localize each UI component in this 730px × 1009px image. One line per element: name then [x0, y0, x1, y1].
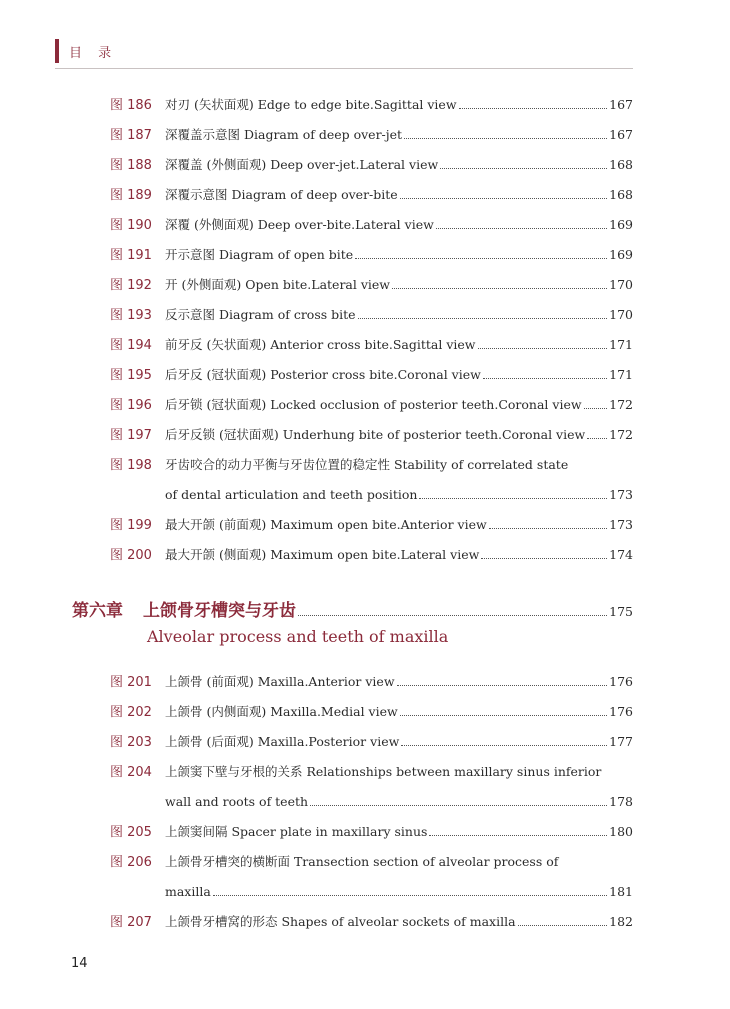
entry-title: 深覆 (外侧面观) Deep over-bite.Lateral view: [165, 217, 434, 232]
entry-title: 上颌窦下壁与牙根的关系 Relationships between maxillary sinus inferior: [165, 764, 602, 779]
dot-leader: [401, 745, 607, 746]
toc-entry[interactable]: [110, 824, 633, 840]
entry-title: 上颌骨牙槽突的横断面 Transection section of alveolar process of: [165, 854, 559, 869]
page-number: 170: [609, 277, 633, 292]
entry-title: 上颌骨牙槽窝的形态 Shapes of alveolar sockets of maxilla: [165, 914, 516, 929]
page-number: 180: [609, 824, 633, 839]
page-number: 170: [609, 307, 633, 322]
page-number: 171: [609, 337, 633, 352]
toc-entry[interactable]: [110, 457, 633, 503]
toc-entry[interactable]: [110, 367, 633, 383]
toc-entry[interactable]: [110, 427, 633, 443]
toc-entry[interactable]: [110, 157, 633, 173]
figure-number: 图 188: [110, 158, 152, 173]
figure-number: 图 189: [110, 188, 152, 203]
chapter-heading[interactable]: [72, 596, 633, 646]
dot-leader: [404, 138, 607, 139]
entry-title-continued: maxilla: [165, 884, 211, 899]
toc-entry[interactable]: [110, 674, 633, 690]
figure-number: 图 195: [110, 368, 152, 383]
figure-number: 图 203: [110, 735, 152, 750]
page-number: 169: [609, 247, 633, 262]
page-number: 182: [609, 914, 633, 929]
dot-leader: [298, 615, 607, 616]
page-number: 167: [609, 97, 633, 112]
dot-leader: [429, 835, 607, 836]
chapter-label: 第六章: [72, 601, 123, 621]
page-number: 168: [609, 187, 633, 202]
toc-entry[interactable]: [110, 277, 633, 293]
figure-number: 图 200: [110, 548, 152, 563]
figure-number: 图 186: [110, 98, 152, 113]
dot-leader: [355, 258, 607, 259]
dot-leader: [397, 685, 608, 686]
entry-title-continued: wall and roots of teeth: [165, 794, 309, 809]
running-header: [55, 39, 117, 63]
toc-entry[interactable]: [110, 247, 633, 263]
entry-title: 开示意图 Diagram of open bite: [165, 247, 354, 262]
toc-entry[interactable]: [110, 127, 633, 143]
figure-number: 图 194: [110, 338, 152, 353]
entry-title: 对刃 (矢状面观) Edge to edge bite.Sagittal view: [165, 97, 457, 112]
entry-title: 后牙反锁 (冠状面观) Underhung bite of posterior teeth.Coronal view: [165, 427, 586, 442]
dot-leader: [310, 805, 607, 806]
figure-number: 图 204: [110, 765, 152, 780]
entry-title: 上颌骨 (前面观) Maxilla.Anterior view: [165, 674, 395, 689]
toc-entry[interactable]: [110, 397, 633, 413]
dot-leader: [483, 378, 607, 379]
entry-title: 上颌骨 (内侧面观) Maxilla.Medial view: [165, 704, 398, 719]
page-number: 173: [609, 487, 633, 502]
dot-leader: [358, 318, 608, 319]
toc-entry[interactable]: [110, 337, 633, 353]
page-number: 167: [609, 127, 633, 142]
entry-title: 反示意图 Diagram of cross bite: [165, 307, 356, 322]
entry-title: 最大开颌 (前面观) Maximum open bite.Anterior view: [165, 517, 487, 532]
toc-entry[interactable]: [110, 914, 633, 930]
figure-number: 图 201: [110, 675, 152, 690]
page-number: 171: [609, 367, 633, 382]
footer-page-number: 14: [71, 956, 88, 971]
entry-title: 深覆示意图 Diagram of deep over-bite: [165, 187, 398, 202]
figure-number: 图 187: [110, 128, 152, 143]
chapter-subtitle: Alveolar process and teeth of maxilla: [147, 627, 449, 646]
entry-title: 深覆盖 (外侧面观) Deep over-jet.Lateral view: [165, 157, 439, 172]
header-title: 目 录: [69, 45, 118, 61]
figure-number: 图 196: [110, 398, 152, 413]
figure-number: 图 193: [110, 308, 152, 323]
figure-number: 图 190: [110, 218, 152, 233]
page-number: 174: [609, 547, 633, 562]
page-number: 172: [609, 427, 633, 442]
header-accent-bar: [55, 39, 59, 63]
entry-title: 开 (外侧面观) Open bite.Lateral view: [165, 277, 390, 292]
dot-leader: [478, 348, 608, 349]
page-number: 176: [609, 674, 633, 689]
figure-number: 图 202: [110, 705, 152, 720]
entry-title: 牙齿咬合的动力平衡与牙齿位置的稳定性 Stability of correlated state: [165, 457, 569, 472]
entry-title: 后牙锁 (冠状面观) Locked occlusion of posterior teeth.Coronal view: [165, 397, 582, 412]
dot-leader: [481, 558, 607, 559]
toc-entry[interactable]: [110, 217, 633, 233]
toc-entry[interactable]: [110, 704, 633, 720]
dot-leader: [584, 408, 608, 409]
toc-entry[interactable]: [110, 187, 633, 203]
dot-leader: [436, 228, 607, 229]
entry-title: 最大开颌 (侧面观) Maximum open bite.Lateral view: [165, 547, 480, 562]
toc-entry[interactable]: [110, 854, 633, 900]
dot-leader: [518, 925, 608, 926]
chapter-title: 上颌骨牙槽突与牙齿: [143, 601, 296, 621]
figure-number: 图 207: [110, 915, 152, 930]
dot-leader: [440, 168, 607, 169]
dot-leader: [400, 198, 607, 199]
toc-entry[interactable]: [110, 97, 633, 113]
page-number: 168: [609, 157, 633, 172]
page-number: 178: [609, 794, 633, 809]
page-number: 181: [609, 884, 633, 899]
page-number: 172: [609, 397, 633, 412]
dot-leader: [489, 528, 607, 529]
page-number: 177: [609, 734, 633, 749]
figure-number: 图 197: [110, 428, 152, 443]
dot-leader: [392, 288, 607, 289]
dot-leader: [459, 108, 608, 109]
entry-title: 后牙反 (冠状面观) Posterior cross bite.Coronal view: [165, 367, 481, 382]
figure-number: 图 206: [110, 855, 152, 870]
toc-entry[interactable]: [110, 547, 633, 563]
dot-leader: [587, 438, 607, 439]
entry-title: 上颌骨 (后面观) Maxilla.Posterior view: [165, 734, 400, 749]
figure-number: 图 199: [110, 518, 152, 533]
entry-title: 上颌窦间隔 Spacer plate in maxillary sinus: [165, 824, 428, 839]
page-number: 169: [609, 217, 633, 232]
chapter-page-number: 175: [609, 604, 633, 619]
page-number: 173: [609, 517, 633, 532]
figure-number: 图 198: [110, 458, 152, 473]
entry-title: 深覆盖示意图 Diagram of deep over-jet: [165, 127, 403, 142]
entry-title-continued: of dental articulation and teeth position: [165, 487, 418, 502]
dot-leader: [400, 715, 607, 716]
toc-entry[interactable]: [110, 307, 633, 323]
header-divider: [55, 68, 633, 69]
dot-leader: [213, 895, 607, 896]
dot-leader: [419, 498, 607, 499]
figure-number: 图 192: [110, 278, 152, 293]
toc-entry[interactable]: [110, 764, 633, 810]
toc-entry[interactable]: [110, 517, 633, 533]
entry-title: 前牙反 (矢状面观) Anterior cross bite.Sagittal view: [165, 337, 476, 352]
page-number: 176: [609, 704, 633, 719]
figure-number: 图 205: [110, 825, 152, 840]
figure-number: 图 191: [110, 248, 152, 263]
toc-entry[interactable]: [110, 734, 633, 750]
